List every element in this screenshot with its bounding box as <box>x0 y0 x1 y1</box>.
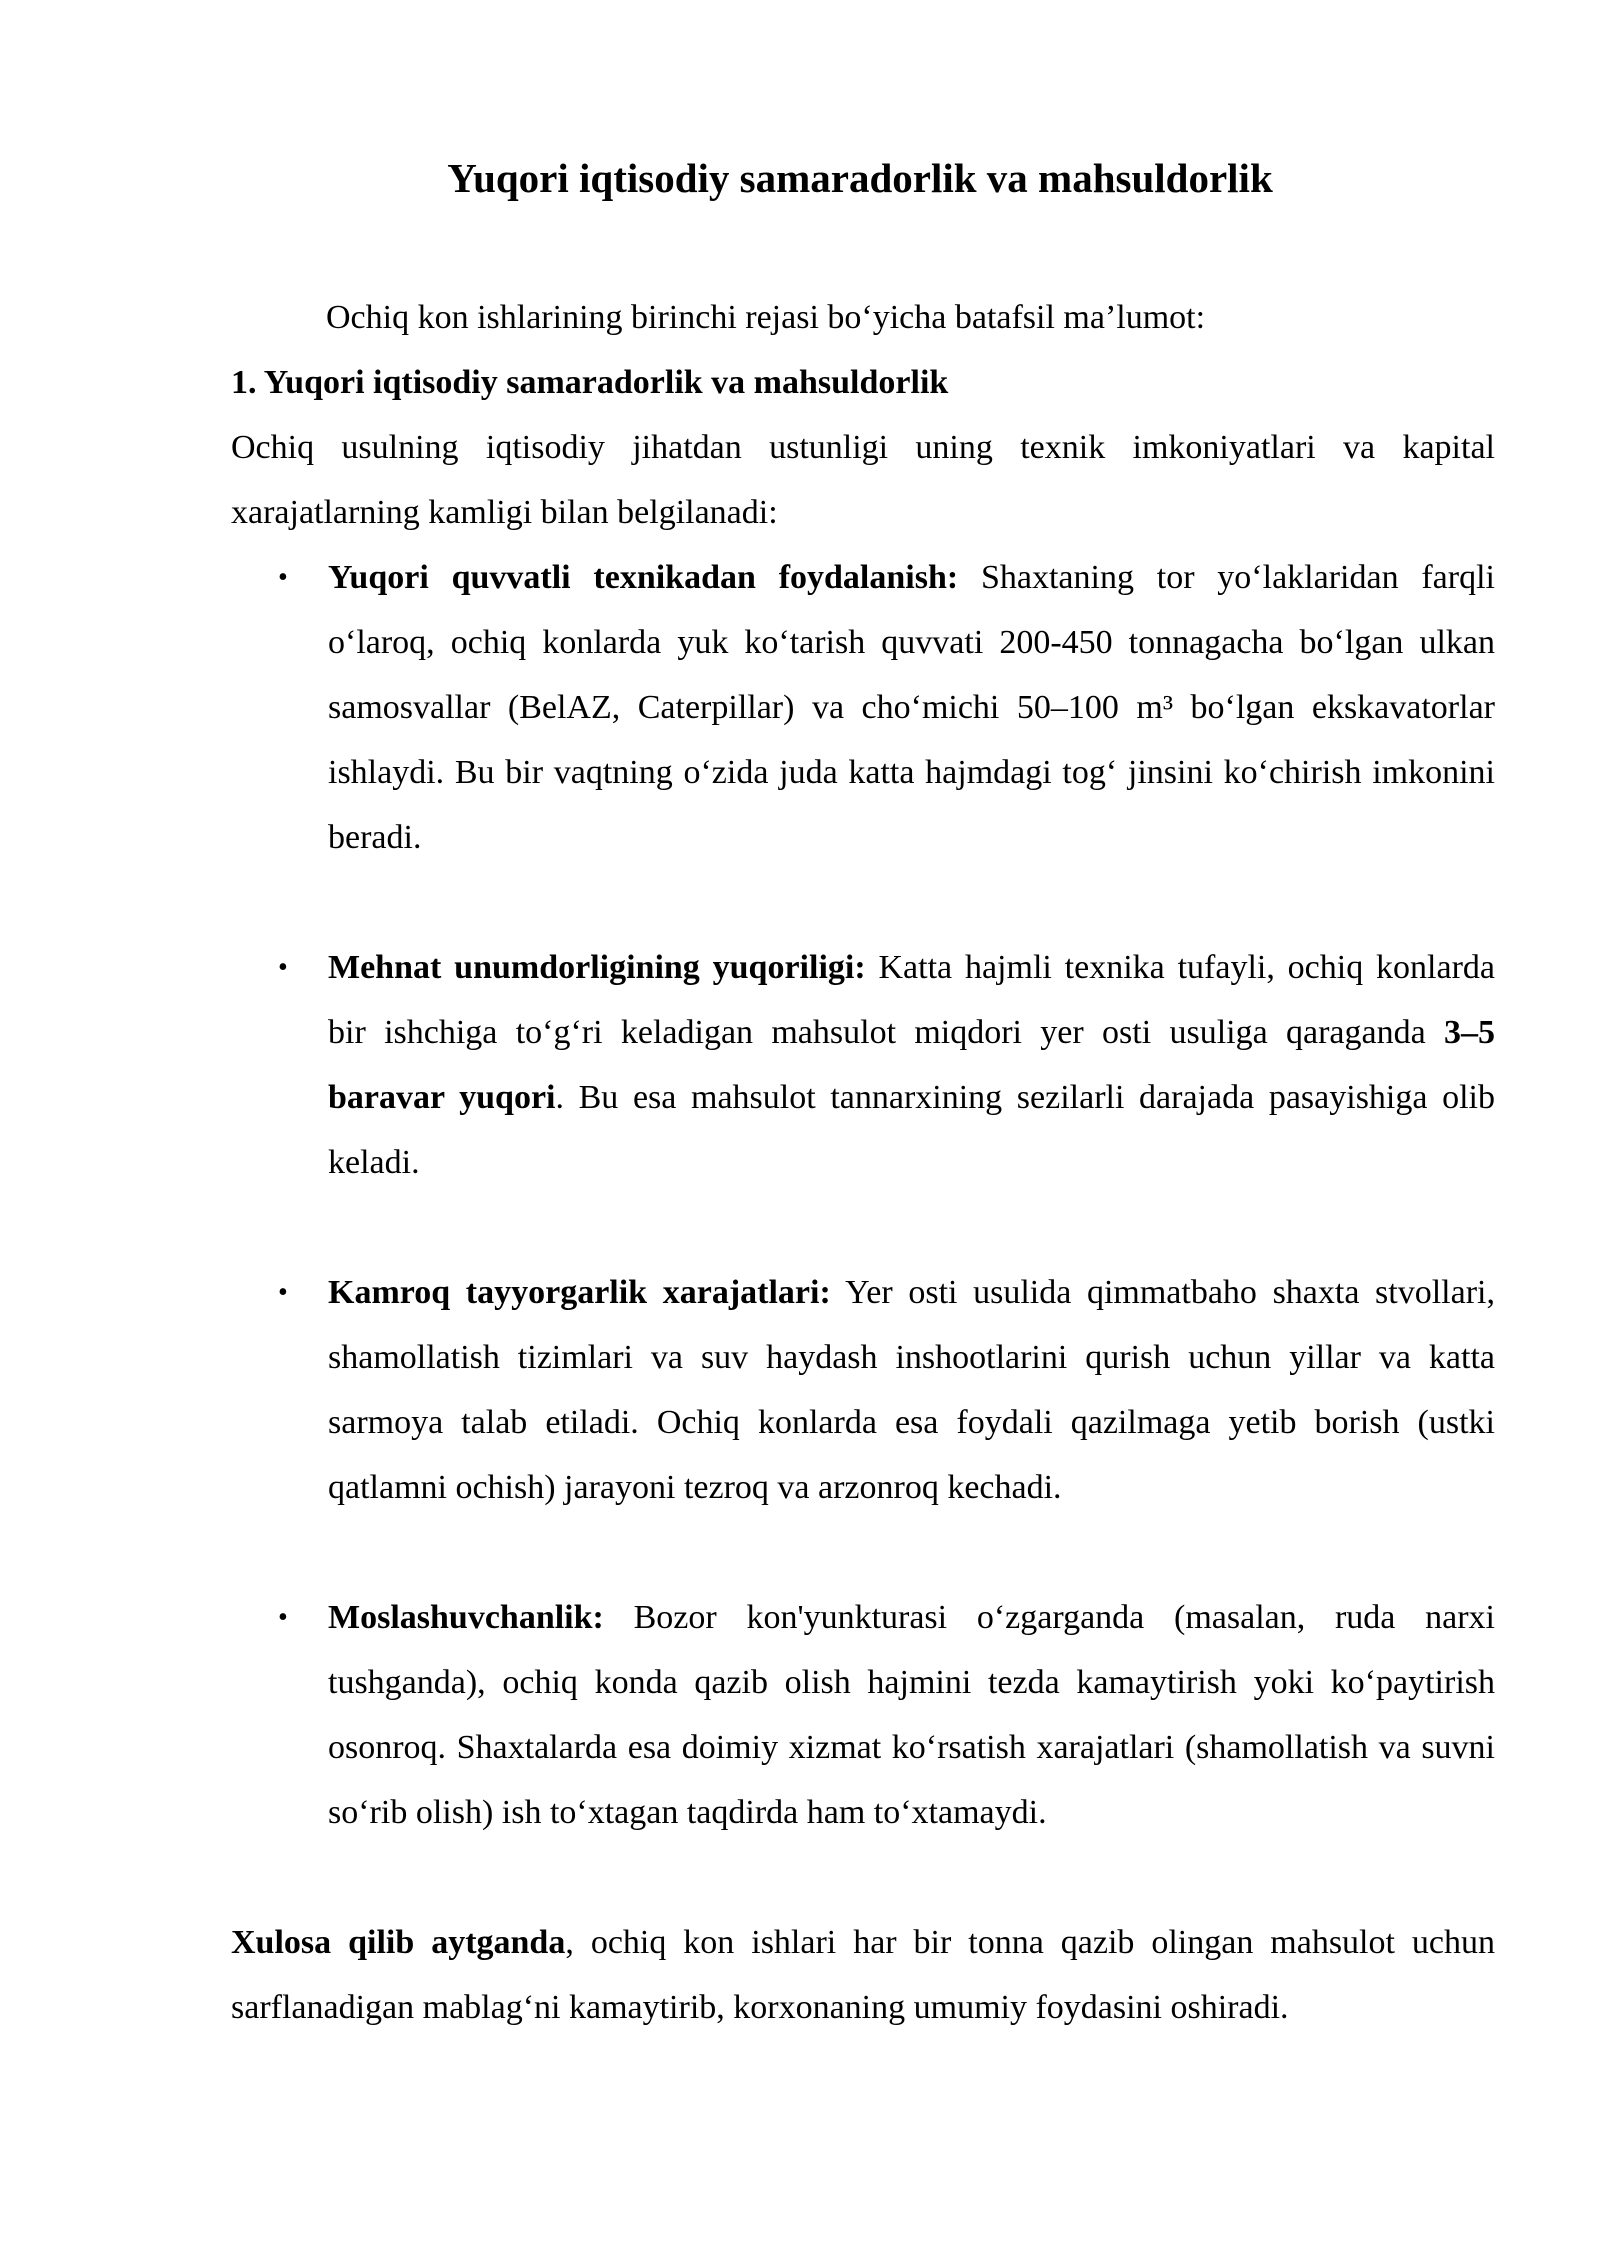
list-item-label: Kamroq tayyorgarlik xarajatlari: <box>328 1274 831 1311</box>
bullet-icon: • <box>278 562 288 593</box>
list-item-label: Moslashuvchanlik: <box>328 1599 604 1636</box>
list-item <box>231 1585 1495 1845</box>
intro-paragraph: Ochiq kon ishlarining birinchi rejasi bo‘yicha batafsil ma’lumot: <box>326 299 1206 336</box>
list-item <box>231 545 1495 870</box>
document-title: Yuqori iqtisodiy samaradorlik va mahsuldorlik <box>447 155 1273 201</box>
bullet-icon: • <box>278 952 288 983</box>
conclusion-label: Xulosa qilib aytganda <box>231 1924 566 1961</box>
bullet-icon: • <box>278 1602 288 1633</box>
section-lead-paragraph: Ochiq usulning iqtisodiy jihatdan ustunligi uning texnik imkoniyatlari va kapital xarajatlarning kamligi bilan belgilanadi: <box>231 429 1495 531</box>
list-item-label: Mehnat unumdorligining yuqoriligi: <box>328 949 866 986</box>
list-item <box>231 1260 1495 1520</box>
bullet-icon: • <box>278 1277 288 1308</box>
list-item-text: Bozor kon'yunkturasi o‘zgarganda (masalan, ruda narxi tushganda), ochiq konda qazib olish hajmini tezda kamaytirish yoki ko‘paytirish osonroq. Shaxtalarda esa doimiy xizmat ko‘rsatish xarajatlari (shamollatish va suvni so‘rib olish) ish to‘xtagan taqdirda ham to‘xtamaydi. <box>328 1599 1495 1831</box>
list-item-label: Yuqori quvvatli texnikadan foydalanish: <box>328 559 959 596</box>
list-item-text: Katta hajmli texnika tufayli, ochiq konlarda bir ishchiga to‘g‘ri keladigan mahsulot miqdori yer osti usuliga qaraganda <box>328 949 1495 1051</box>
conclusion-text: , ochiq kon ishlari har bir tonna qazib olingan mahsulot uchun sarflanadigan mablag‘ni kamaytirib, korxonaning umumiy foydasini oshiradi. <box>231 1924 1495 2026</box>
list-item-text: . Bu esa mahsulot tannarxining sezilarli darajada pasayishiga olib keladi. <box>328 1079 1495 1181</box>
list-item-text: Yer osti usulida qimmatbaho shaxta stvollari, shamollatish tizimlari va suv haydash inshootlarini qurish uchun yillar va katta sarmoya talab etiladi. Ochiq konlarda esa foydali qazilmaga yetib borish (ustki qatlamni ochish) jarayoni tezroq va arzonroq kechadi. <box>328 1274 1495 1506</box>
conclusion-paragraph <box>231 1910 1495 2040</box>
document-body <box>231 285 1495 2040</box>
list-item-emphasis: 3–5 baravar yuqori <box>328 1014 1495 1116</box>
section-heading: 1. Yuqori iqtisodiy samaradorlik va mahsuldorlik <box>231 364 949 401</box>
list-item-text: Shaxtaning tor yo‘laklaridan farqli o‘laroq, ochiq konlarda yuk ko‘tarish quvvati 200-450 tonnagacha bo‘lgan ulkan samosvallar (BelAZ, Caterpillar) va cho‘michi 50–100 m³ bo‘lgan ekskavatorlar ishlaydi. Bu bir vaqtning o‘zida juda katta hajmdagi tog‘ jinsini ko‘chirish imkonini beradi. <box>328 559 1495 856</box>
advantages-list <box>231 545 1495 1845</box>
list-item <box>231 935 1495 1195</box>
